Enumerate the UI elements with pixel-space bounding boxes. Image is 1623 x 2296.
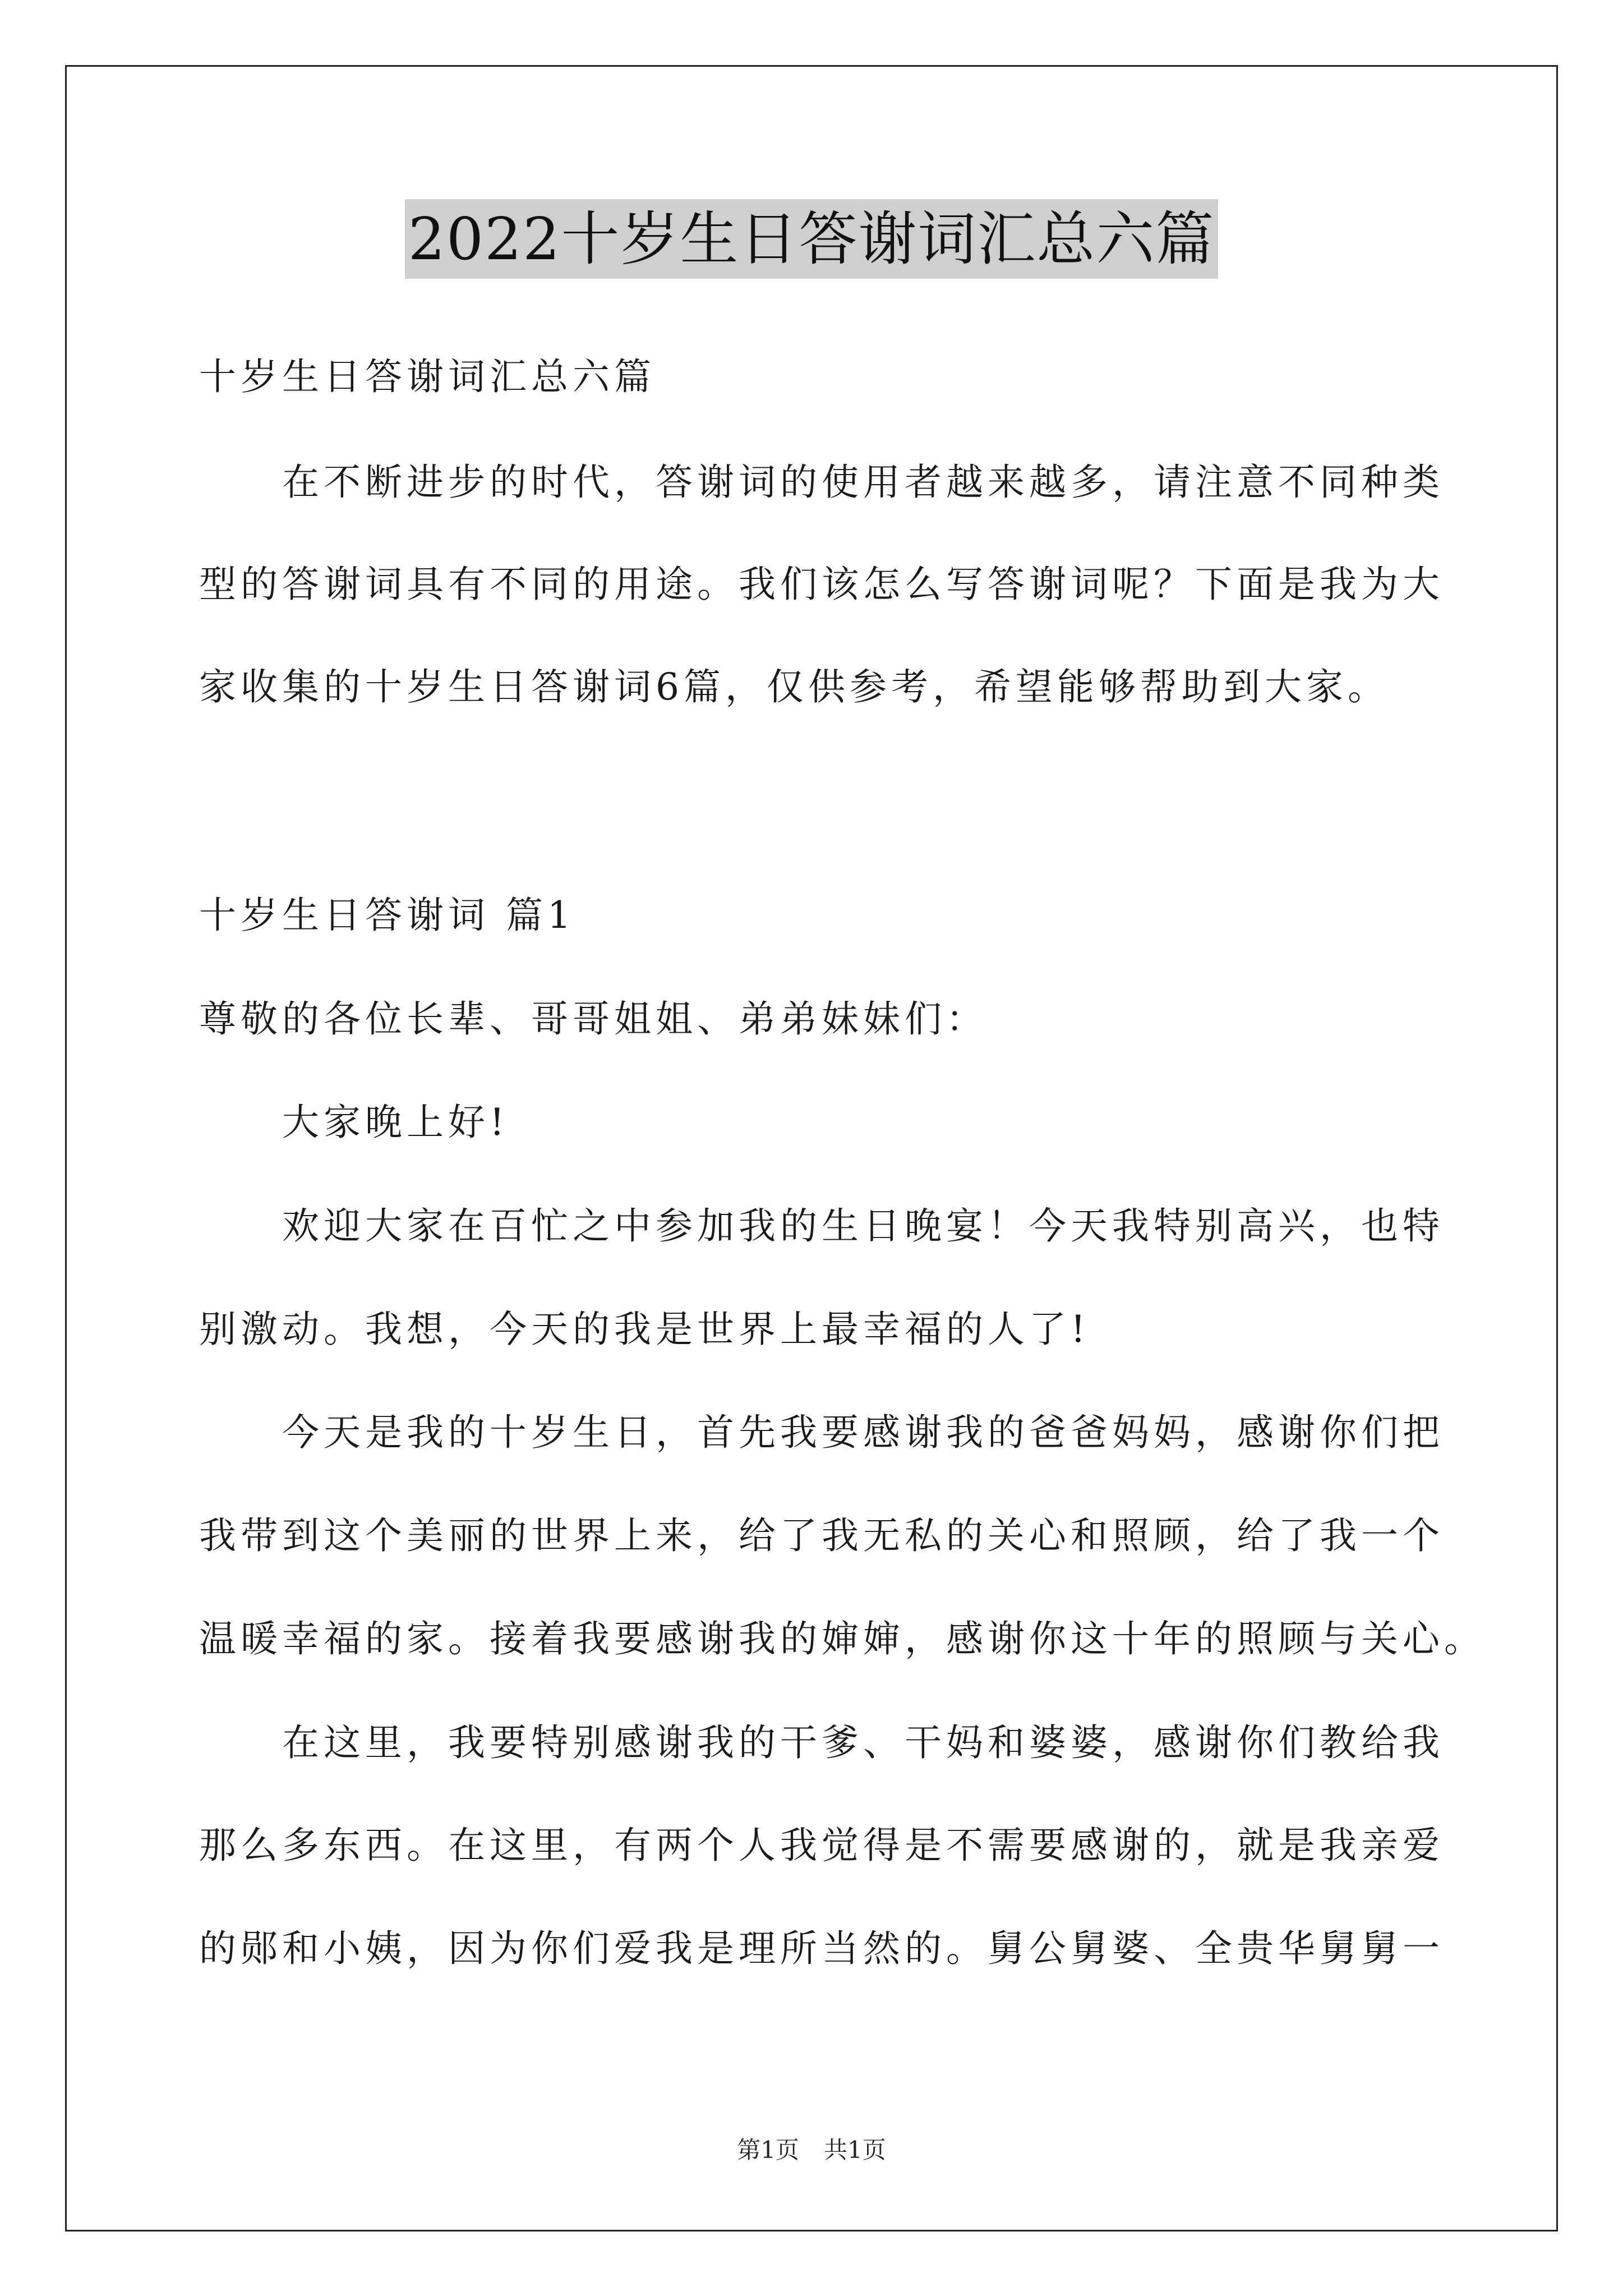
title-container (0, 199, 1623, 279)
page-number-current: 第1页 (737, 2136, 799, 2164)
salutation-line: 尊敬的各位长辈、哥哥姐姐、弟弟妹妹们： (199, 997, 988, 1041)
document-title: 2022十岁生日答谢词汇总六篇 (405, 199, 1219, 279)
paragraph-2-line-3: 温暖幸福的家。接着我要感谢我的婶婶，感谢你这十年的照顾与关心。 (199, 1617, 1486, 1660)
paragraph-2-line-1: 今天是我的十岁生日，首先我要感谢我的爸爸妈妈，感谢你们把 (282, 1411, 1444, 1454)
paragraph-1-line-2: 别激动。我想，今天的我是世界上最幸福的人了! (199, 1308, 1090, 1351)
page-number-total: 共1页 (824, 2136, 886, 2164)
intro-line-3: 家收集的十岁生日答谢词6篇，仅供参考，希望能够帮助到大家。 (199, 665, 1389, 708)
greeting-line: 大家晚上好! (282, 1101, 509, 1144)
paragraph-3-line-1: 在这里，我要特别感谢我的干爹、干妈和婆婆，感谢你们教给我 (282, 1721, 1444, 1764)
paragraph-3-line-2: 那么多东西。在这里，有两个人我觉得是不需要感谢的，就是我亲爱 (199, 1824, 1444, 1867)
section-heading: 十岁生日答谢词 篇1 (199, 894, 575, 937)
intro-line-2: 型的答谢词具有不同的用途。我们该怎么写答谢词呢？下面是我为大 (199, 563, 1444, 606)
intro-line-1: 在不断进步的时代，答谢词的使用者越来越多，请注意不同种类 (282, 461, 1444, 504)
page-footer (0, 2134, 1623, 2166)
paragraph-2-line-2: 我带到这个美丽的世界上来，给了我无私的关心和照顾，给了我一个 (199, 1514, 1444, 1557)
paragraph-3-line-3: 的郧和小姨，因为你们爱我是理所当然的。舅公舅婆、全贵华舅舅一 (199, 1927, 1444, 1970)
paragraph-1-line-1: 欢迎大家在百忙之中参加我的生日晚宴！今天我特别高兴，也特 (282, 1204, 1444, 1248)
subtitle-line: 十岁生日答谢词汇总六篇 (199, 355, 656, 398)
